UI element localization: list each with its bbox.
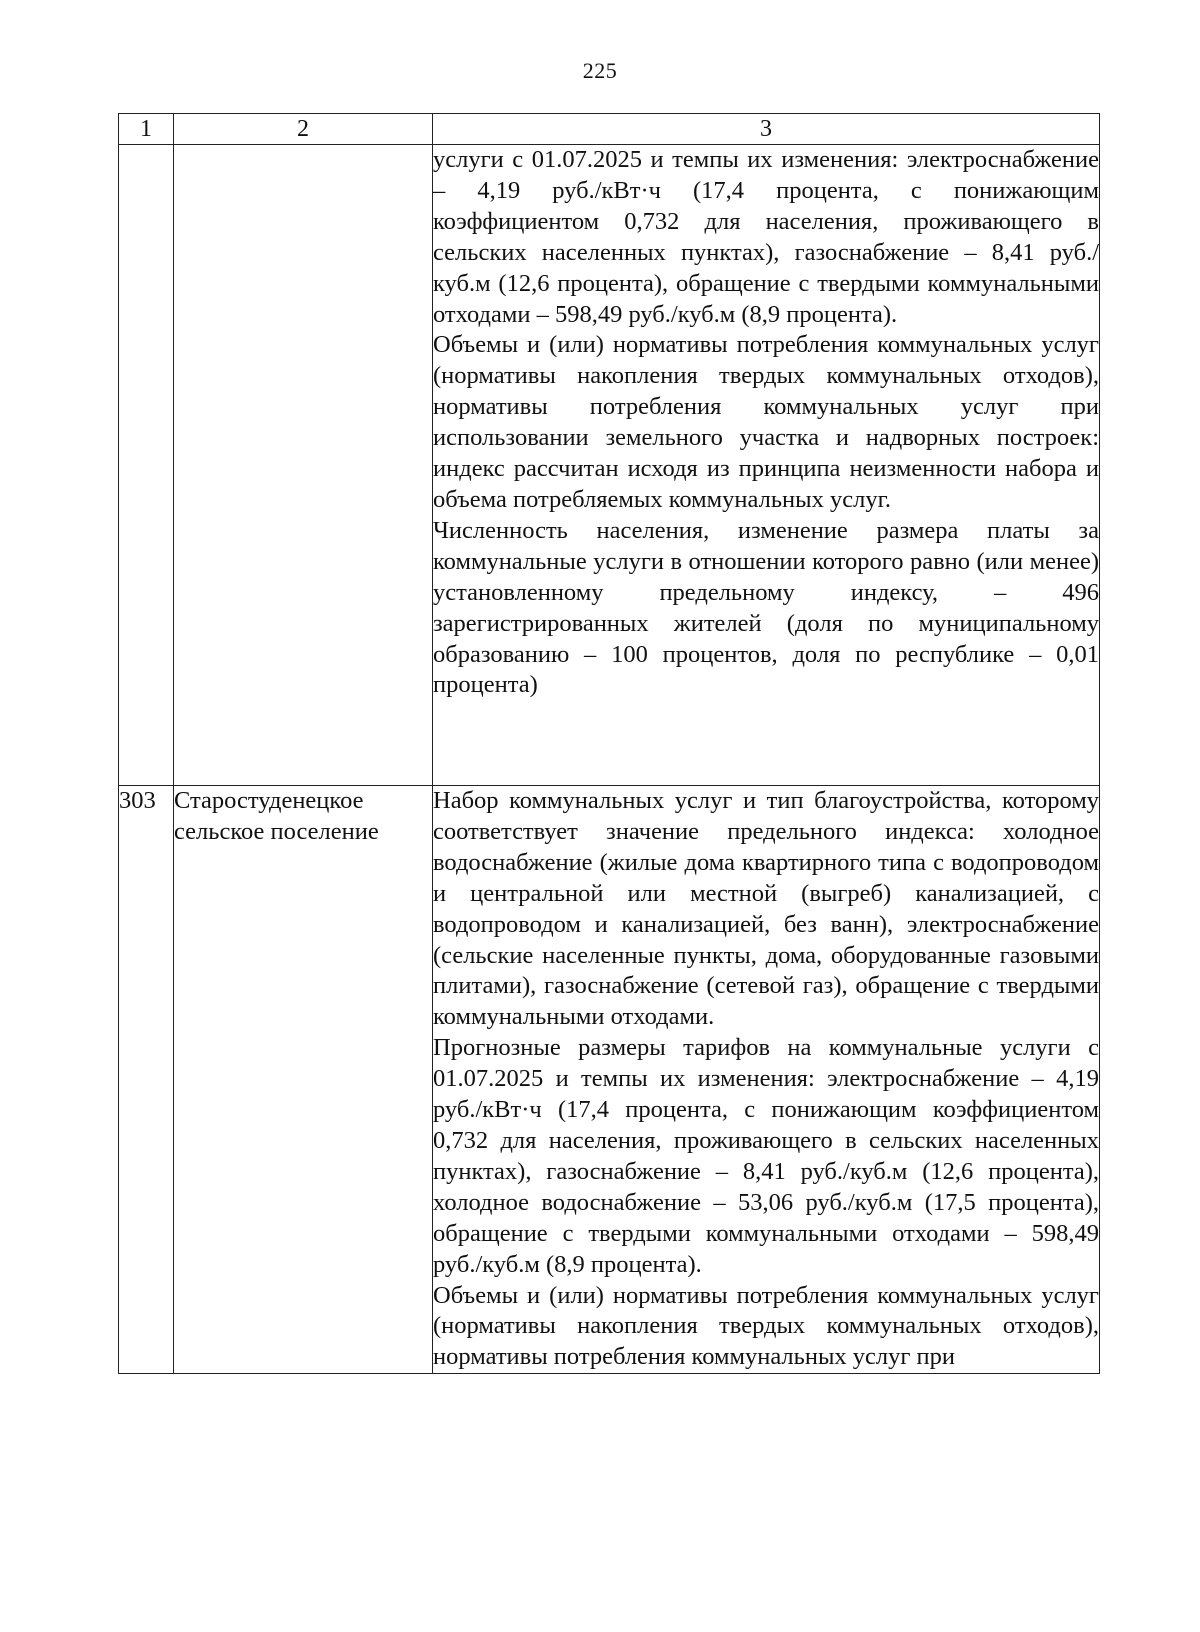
content-paragraph: Объемы и (или) нормативы потребления коммунальных услуг (нормативы накопления твердых коммунальных отходов), нормативы потребления коммунальных услуг при использовании земельного участка и надворных построек: индекс рассчитан исходя из принципа неизменности набора и объема потребляемых коммунальных услуг. <box>433 331 1099 513</box>
row-number <box>119 145 174 786</box>
table-header-row <box>119 114 1100 145</box>
content-paragraph: Численность населения, изменение размера платы за коммунальные услуги в отношении которого равно (или менее) установленному предельному индексу, – 496 зарегистрированных жителей (доля по муниципальному образованию – 100 процентов, доля по республике – 0,01 процента) <box>433 516 1099 699</box>
settlement-name <box>174 145 433 786</box>
header-col-1: 1 <box>119 114 174 145</box>
content-paragraph: Прогнозные размеры тарифов на коммунальные услуги с 01.07.2025 и темпы их изменения: электроснабжение – 4,19 руб./кВт·ч (17,4 процента, с понижающим коэффициентом 0,732 для населения, проживающего в сельских населенных пунктах), газоснабжение – 8,41 руб./куб.м (12,6 процента), холодное водоснабжение – 53,06 руб./куб.м (17,5 процента), обращение с твердыми коммунальными отходами – 598,49 руб./куб.м (8,9 процента). <box>433 1034 1099 1278</box>
row-content <box>433 786 1100 1374</box>
document-table <box>118 113 1100 1374</box>
table-row <box>119 145 1100 786</box>
content-paragraph: Объемы и (или) нормативы потребления коммунальных услуг (нормативы накопления твердых коммунальных отходов), нормативы потребления коммунальных услуг при <box>433 1281 1099 1371</box>
page-number: 225 <box>582 58 618 83</box>
table-row <box>119 786 1100 1374</box>
row-content <box>433 145 1100 786</box>
header-col-2: 2 <box>174 114 433 145</box>
content-paragraph: услуги с 01.07.2025 и темпы их изменения: электроснабжение – 4,19 руб./кВт·ч (17,4 процента, с понижающим коэффициентом 0,732 для населения, проживающего в сельских населенных пунктах), газоснабжение – 8,41 руб./куб.м (12,6 процента), обращение с твердыми коммунальными отходами – 598,49 руб./куб.м (8,9 процента). <box>433 146 1099 328</box>
header-col-3: 3 <box>433 114 1100 145</box>
settlement-name: Старостуденецкое сельское поселение <box>174 786 433 1374</box>
content-paragraph: Набор коммунальных услуг и тип благоустройства, которому соответствует значение предельного индекса: холодное водоснабжение (жилые дома квартирного типа с водопроводом и центральной или местной (выгреб) канализацией, с водопроводом и канализацией, без ванн), электроснабжение (сельские населенные пункты, дома, оборудованные газовыми плитами), газоснабжение (сетевой газ), обращение с твердыми коммунальными отходами. <box>433 787 1099 1031</box>
row-number: 303 <box>119 786 174 1374</box>
